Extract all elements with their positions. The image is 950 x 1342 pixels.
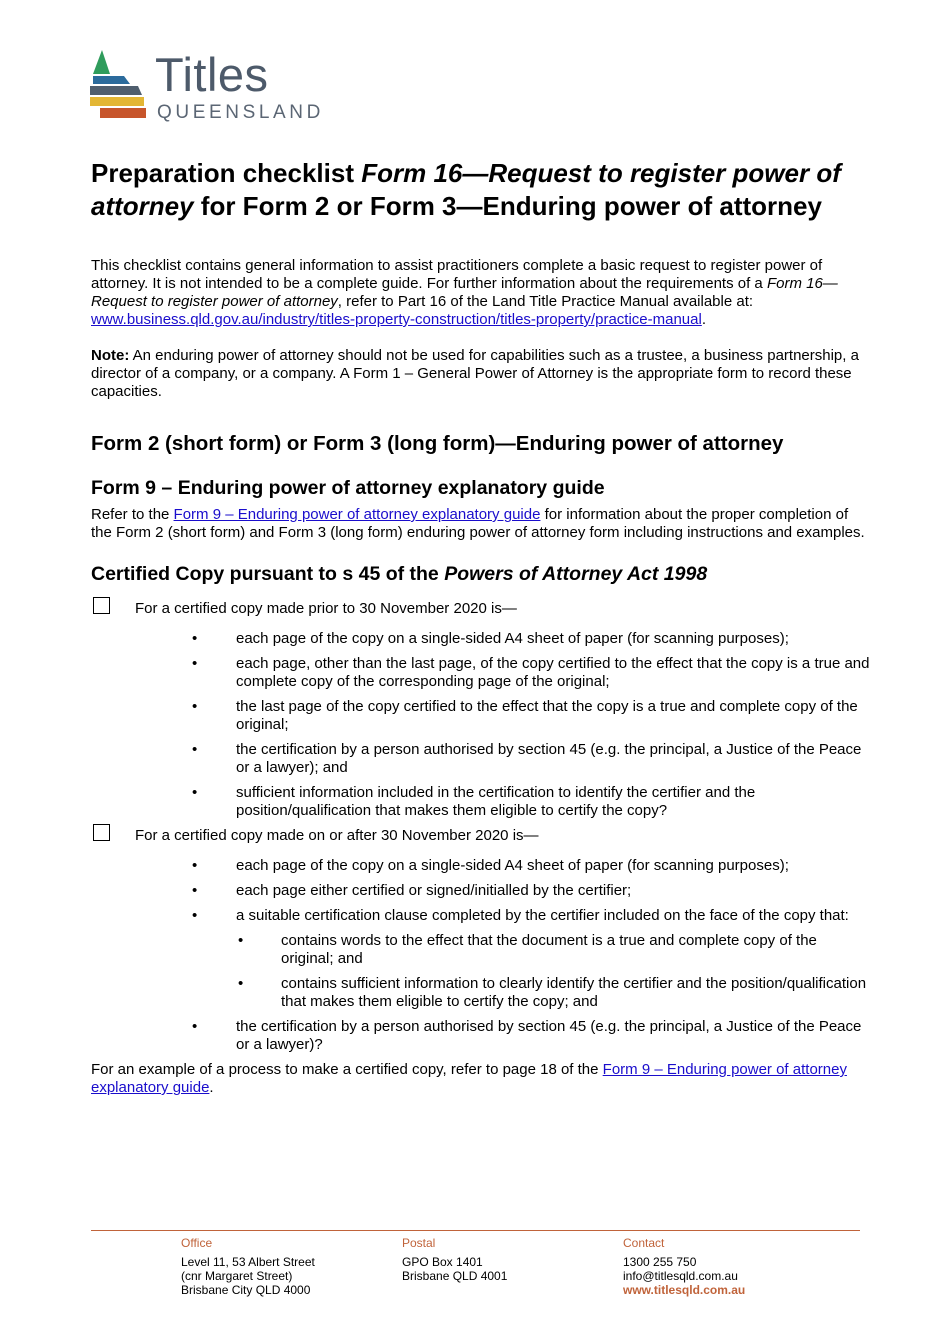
bullet-list <box>135 857 871 1054</box>
intro-paragraph: This checklist contains general information to assist practitioners complete a basic request to register power of attorney. It is not intended to be a complete guide. For further information about the requirements of a Form 16—Request to register power of attorney, refer to Part 16 of the Land Title Practice Manual available at: www.business.qld.gov.au/industry/titles-property-construction/titles-property/practice-manual. <box>91 257 838 328</box>
logo-wordmark: Titles <box>155 48 269 101</box>
list-item: • the certification by a person authorised by section 45 (e.g. the principal, a Justice of the Peace or a lawyer); and <box>192 741 862 776</box>
footer-contact: Contact 1300 255 750 info@titlesqld.com.au www.titlesqld.com.au <box>623 1236 746 1297</box>
example-paragraph: For an example of a process to make a certified copy, refer to page 18 of the Form 9 – Enduring power of attorney explanatory guide. <box>91 1061 847 1096</box>
footer-office: Office Level 11, 53 Albert Street (cnr Margaret Street) Brisbane City QLD 4000 <box>181 1236 315 1297</box>
contact-website-link[interactable]: www.titlesqld.com.au <box>623 1283 746 1297</box>
list-item: • a suitable certification clause completed by the certifier included on the face of the copy that: • contains words to the effect that the document is a true and complete copy of the original; and • contains sufficient information to clearly identify the certifier and the position/qualification that makes them eligible to certify the copy; and <box>135 907 871 1011</box>
checklist-item-2 <box>91 827 871 1054</box>
list-item: • each page of the copy on a single-sided A4 sheet of paper (for scanning purposes); <box>192 857 789 874</box>
form9-guide-link[interactable]: Form 9 – Enduring power of attorney explanatory guide <box>173 506 541 523</box>
form9-guide-link-2[interactable]: Form 9 – Enduring power of attorney explanatory guide <box>91 1061 847 1096</box>
note-paragraph: Note: An enduring power of attorney should not be used for capabilities such as a trustee, a business partnership, a director of a company, or a company. A Form 1 – General Power of Attorney is the appropriate form to record these capacities. <box>91 347 859 400</box>
sub-list-item: • contains sufficient information to clearly identify the certifier and the position/qualification that makes them eligible to certify the copy; and <box>238 975 867 1010</box>
section-heading: Form 2 (short form) or Form 3 (long form)—Enduring power of attorney <box>91 432 784 455</box>
document-body <box>91 157 871 1097</box>
list-item: • sufficient information included in the certification to identify the certifier and the position/qualification that makes them eligible to certify the copy? <box>192 784 756 819</box>
form9-heading: Form 9 – Enduring power of attorney explanatory guide <box>91 477 605 499</box>
bullet-list <box>135 630 871 820</box>
certified-copy-heading: Certified Copy pursuant to s 45 of the Powers of Attorney Act 1998 <box>91 563 708 585</box>
contact-email[interactable]: info@titlesqld.com.au <box>623 1269 738 1283</box>
logo-mark-icon <box>88 48 150 128</box>
checklist-label: For a certified copy made prior to 30 November 2020 is— <box>135 600 517 617</box>
checkbox-prior-2020[interactable] <box>93 597 110 614</box>
list-item: • each page either certified or signed/initialled by the certifier; <box>192 882 632 899</box>
footer-postal: Postal GPO Box 1401 Brisbane QLD 4001 <box>402 1236 508 1283</box>
footer-divider <box>91 1230 860 1231</box>
titles-queensland-logo <box>88 48 348 128</box>
checkbox-after-2020[interactable] <box>93 824 110 841</box>
checklist-label: For a certified copy made on or after 30 November 2020 is— <box>135 827 539 844</box>
list-item: • each page of the copy on a single-sided A4 sheet of paper (for scanning purposes); <box>192 630 789 647</box>
list-item: • the certification by a person authorised by section 45 (e.g. the principal, a Justice of the Peace or a lawyer)? <box>192 1018 862 1053</box>
form9-paragraph: Refer to the Form 9 – Enduring power of attorney explanatory guide for information about the proper completion of the Form 2 (short form) and Form 3 (long form) enduring power of attorney form including instructions and examples. <box>91 506 865 541</box>
sub-bullet-list <box>236 932 871 1011</box>
list-item: • each page, other than the last page, of the copy certified to the effect that the copy is a true and complete copy of the corresponding page of the original; <box>192 655 870 690</box>
sub-list-item: • contains words to the effect that the document is a true and complete copy of the original; and <box>238 932 817 967</box>
checklist-item-1 <box>91 600 871 820</box>
list-item: • the last page of the copy certified to the effect that the copy is a true and complete copy of the original; <box>192 698 858 733</box>
practice-manual-link[interactable]: www.business.qld.gov.au/industry/titles-property-construction/titles-property/practice-manual <box>91 311 702 328</box>
logo-subtitle: QUEENSLAND <box>157 102 324 123</box>
page-title: Preparation checklist Form 16—Request to register power of attorney for Form 2 or Form 3—Enduring power of attorney <box>91 158 841 221</box>
